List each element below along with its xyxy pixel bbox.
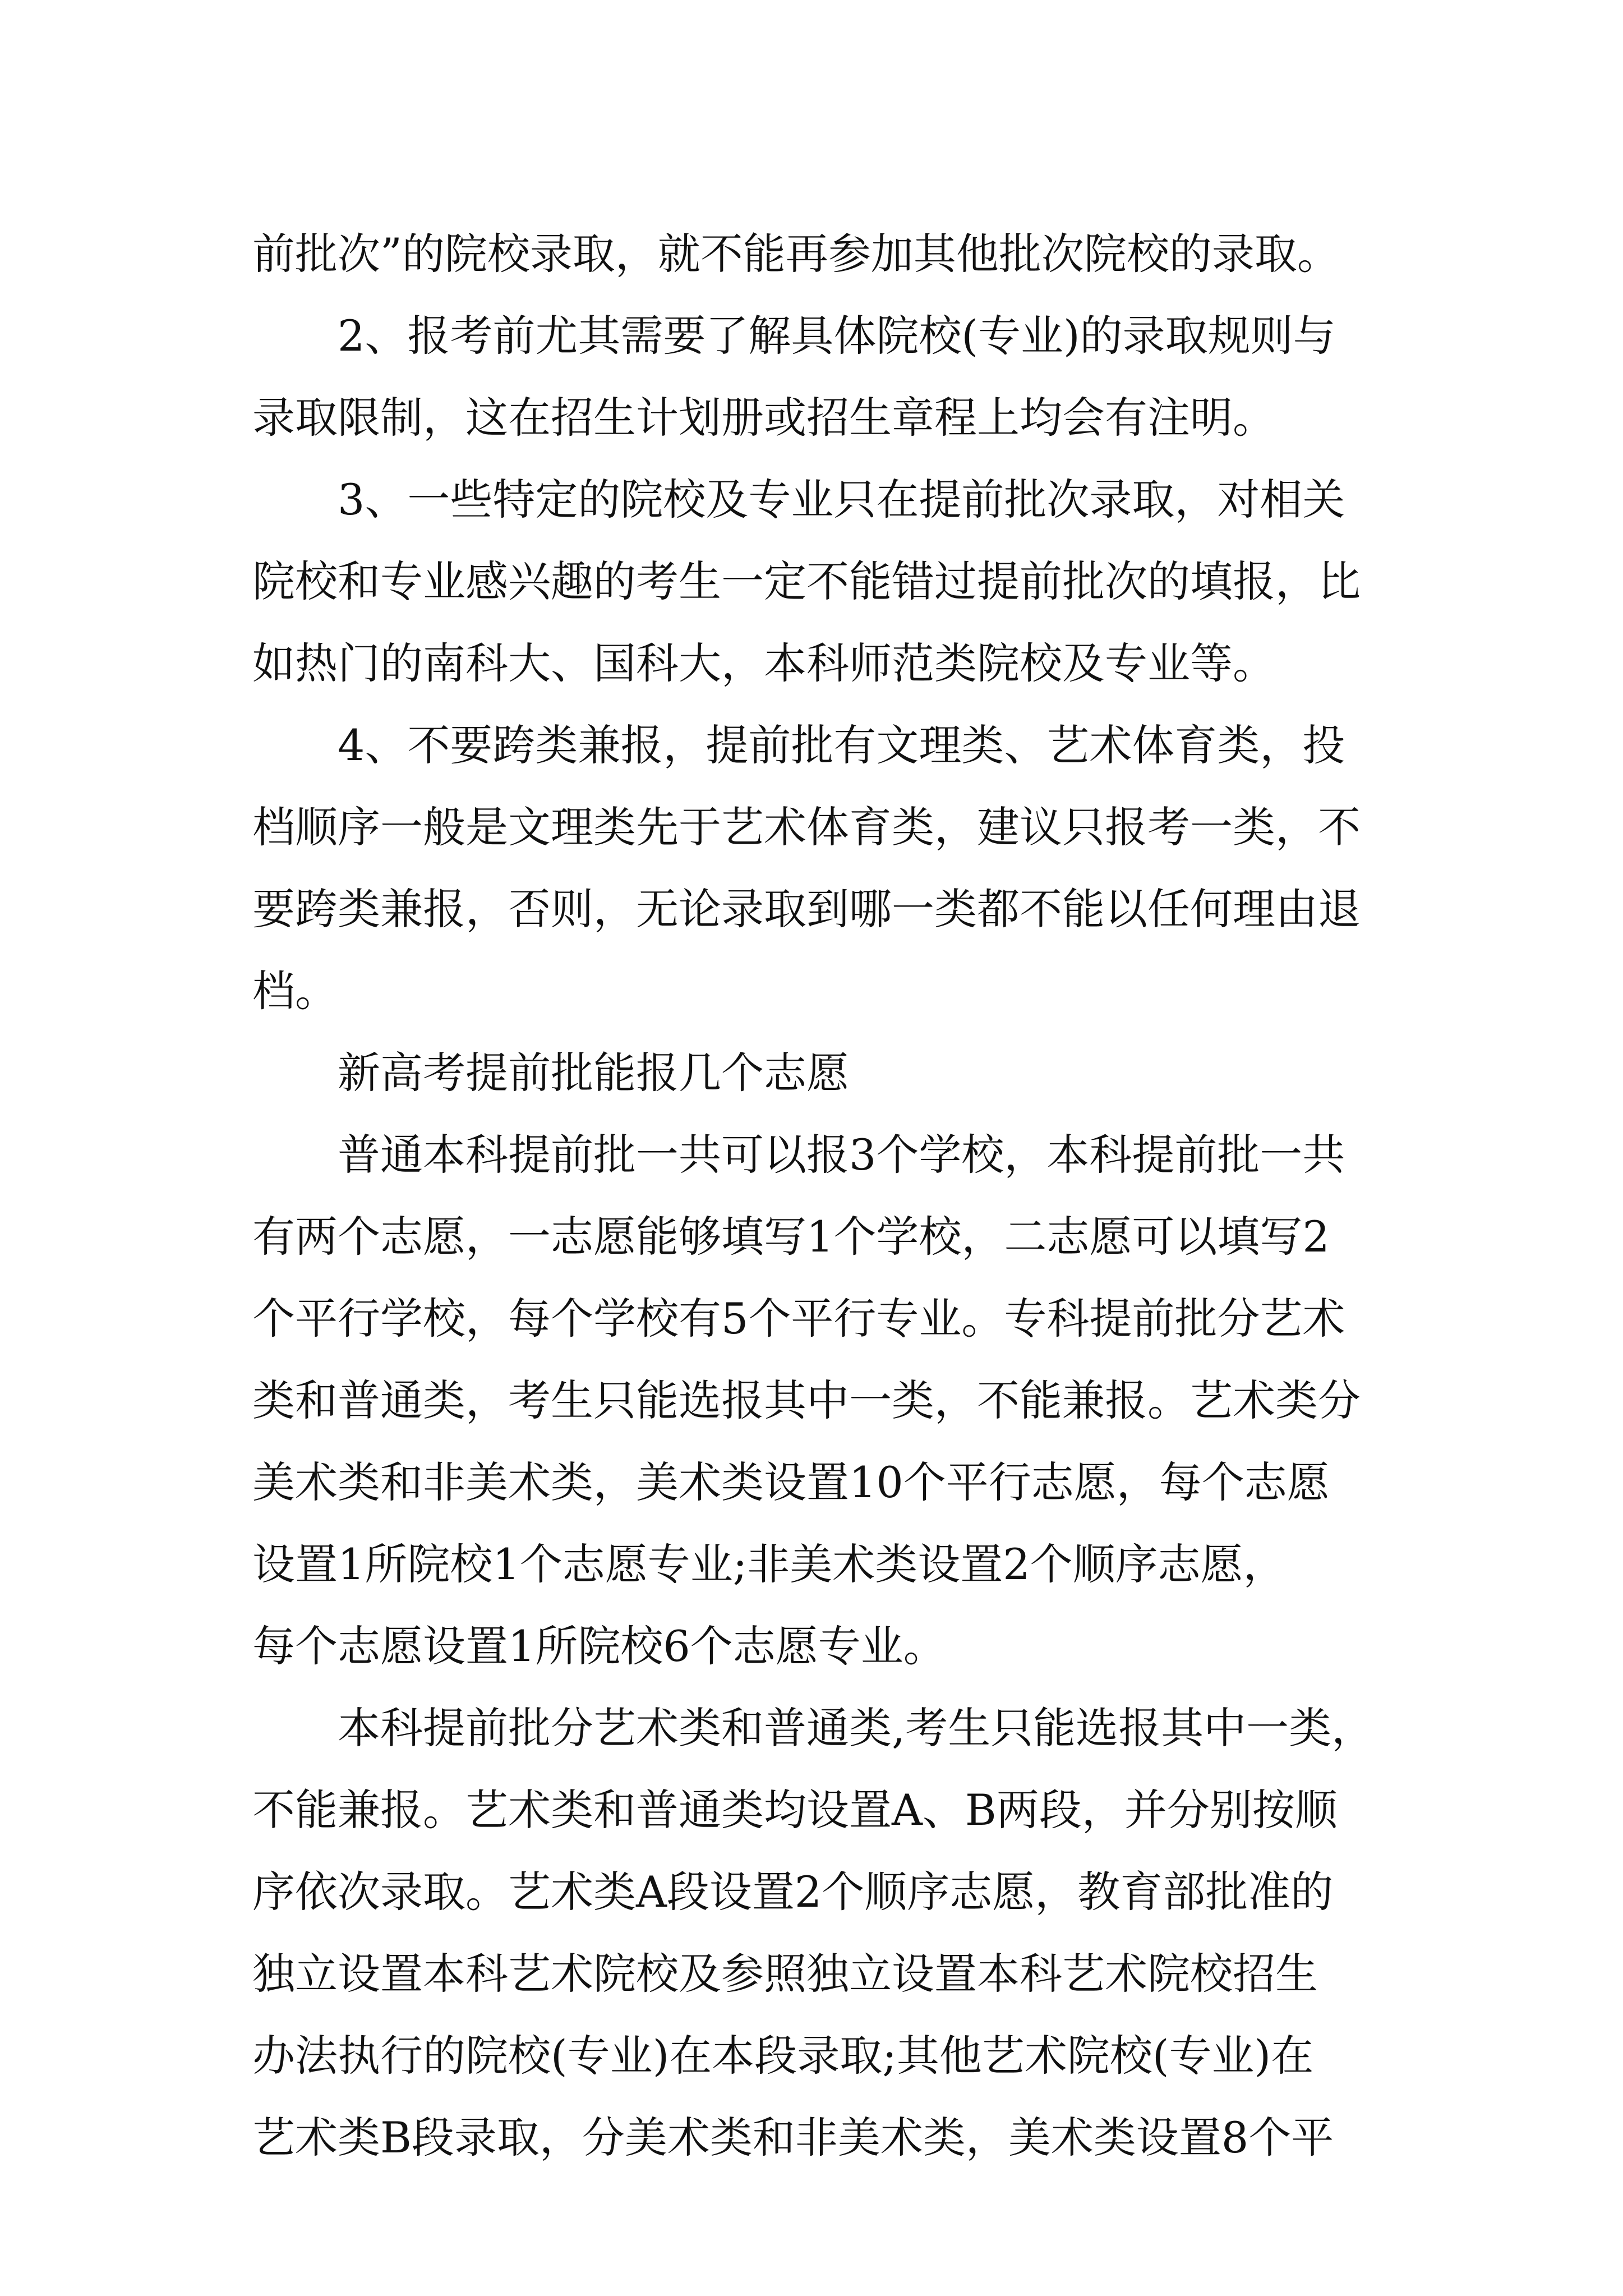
text-line: 独立设置本科艺术院校及参照独立设置本科艺术院校招生 [252,1949,1318,1999]
text-line: 如热门的南科大、国科大，本科师范类院校及专业等。 [252,638,1275,688]
text-line: 每个志愿设置1所院校6个志愿专业。 [252,1621,946,1671]
paragraph-start-line: 3、一些特定的院校及专业只在提前批次录取，对相关 [338,475,1345,524]
paragraph-start-line: 普通本科提前批一共可以报3个学校，本科提前批一共 [338,1130,1345,1180]
text-line: 类和普通类，考生只能选报其中一类，不能兼报。艺术类分 [252,1375,1361,1425]
paragraph-start-line: 4、不要跨类兼报，提前批有文理类、艺术体育类，投 [338,720,1345,770]
text-line: 要跨类兼报，否则，无论录取到哪一类都不能以任何理由退 [252,884,1361,934]
text-line: 艺术类B段录取，分美术类和非美术类，美术类设置8个平 [252,2113,1334,2162]
paragraph-start-line: 2、报考前尤其需要了解具体院校(专业)的录取规则与 [338,311,1336,361]
text-line: 录取限制，这在招生计划册或招生章程上均会有注明。 [252,393,1275,443]
text-line: 办法执行的院校(专业)在本段录取;其他艺术院校(专业)在 [252,2031,1314,2081]
text-line: 序依次录取。艺术类A段设置2个顺序志愿，教育部批准的 [252,1867,1334,1917]
text-line: 前批次”的院校录取，就不能再参加其他批次院校的录取。 [252,229,1340,279]
document-body [252,213,1402,2180]
section-heading: 新高考提前批能报几个志愿 [338,1048,849,1098]
text-line: 档顺序一般是文理类先于艺术体育类，建议只报考一类，不 [252,802,1361,852]
text-line: 美术类和非美术类，美术类设置10个平行志愿，每个志愿 [252,1457,1330,1507]
text-line: 档。 [252,966,338,1016]
paragraph-start-line: 本科提前批分艺术类和普通类,考生只能选报其中一类， [338,1703,1375,1753]
text-line: 设置1所院校1个志愿专业;非美术类设置2个顺序志愿， [252,1539,1286,1589]
text-line: 有两个志愿，一志愿能够填写1个学校，二志愿可以填写2 [252,1212,1330,1262]
text-line: 院校和专业感兴趣的考生一定不能错过提前批次的填报，比 [252,556,1361,606]
text-line: 不能兼报。艺术类和普通类均设置A、B两段，并分别按顺 [252,1785,1338,1835]
text-line: 个平行学校，每个学校有5个平行专业。专科提前批分艺术 [252,1294,1345,1343]
